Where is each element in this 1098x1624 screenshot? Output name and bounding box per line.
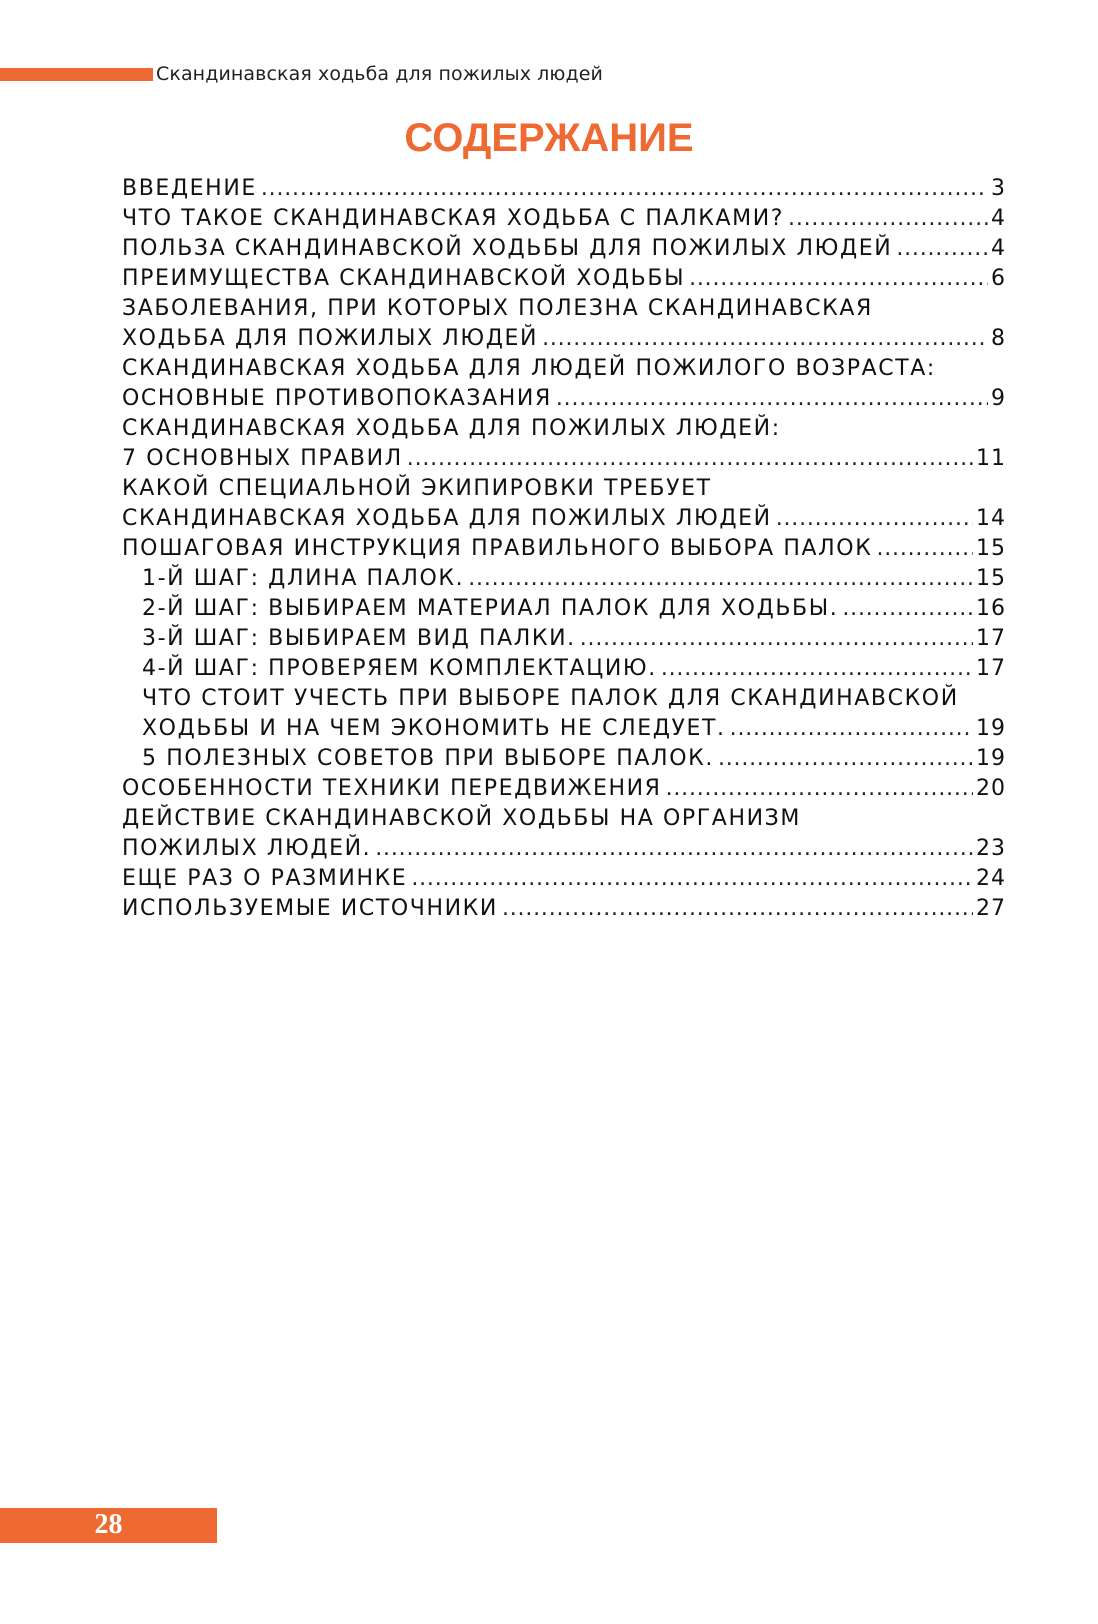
toc-dot-leader: [788, 204, 988, 234]
toc-entry-title: 5 ПОЛЕЗНЫХ СОВЕТОВ ПРИ ВЫБОРЕ ПАЛОК.: [142, 746, 714, 771]
toc-subentry[interactable]: [122, 624, 1006, 654]
toc-page-number: 4: [991, 206, 1006, 231]
toc-entry-line: [122, 624, 1006, 654]
toc-page-number: 19: [976, 746, 1006, 771]
toc-entry-line: [122, 774, 1006, 804]
toc-entry[interactable]: [122, 264, 1006, 294]
toc-dot-leader: [776, 504, 973, 534]
toc-entry-line: [122, 324, 1006, 354]
toc-entry-line: [122, 504, 1006, 534]
toc-dot-leader: [896, 234, 988, 264]
toc-entry[interactable]: [122, 534, 1006, 564]
toc-page-number: 3: [991, 176, 1006, 201]
toc-entry-title: 4-Й ШАГ: ПРОВЕРЯЕМ КОМПЛЕКТАЦИЮ.: [142, 656, 657, 681]
toc-dot-leader: [375, 834, 973, 864]
toc-dot-leader: [730, 714, 973, 744]
toc-entry-line: [122, 744, 1006, 774]
toc-dot-leader: [502, 894, 973, 924]
toc-dot-leader: [666, 774, 973, 804]
toc-entry-title: ПОЖИЛЫХ ЛЮДЕЙ.: [122, 836, 372, 861]
toc-entry-title: КАКОЙ СПЕЦИАЛЬНОЙ ЭКИПИРОВКИ ТРЕБУЕТ: [122, 476, 712, 501]
toc-entry-title: ПОШАГОВАЯ ИНСТРУКЦИЯ ПРАВИЛЬНОГО ВЫБОРА ПАЛОК: [122, 536, 873, 561]
toc-page-number: 15: [976, 566, 1006, 591]
toc-entry-title: ПРЕИМУЩЕСТВА СКАНДИНАВСКОЙ ХОДЬБЫ: [122, 266, 686, 291]
toc-entry-title: ПОЛЬЗА СКАНДИНАВСКОЙ ХОДЬБЫ ДЛЯ ПОЖИЛЫХ ЛЮДЕЙ: [122, 236, 893, 261]
toc-entry-line: [122, 714, 1006, 744]
toc-dot-leader: [468, 564, 973, 594]
toc-entry-line: [122, 804, 1006, 834]
toc-entry[interactable]: [122, 354, 1006, 414]
toc-entry-title: ХОДЬБЫ И НА ЧЕМ ЭКОНОМИТЬ НЕ СЛЕДУЕТ.: [142, 716, 726, 741]
toc-entry-line: [122, 594, 1006, 624]
toc-entry-line: [122, 384, 1006, 414]
toc-entry-line: [122, 234, 1006, 264]
toc-subentry[interactable]: [122, 564, 1006, 594]
toc-entry-title: ЧТО СТОИТ УЧЕСТЬ ПРИ ВЫБОРЕ ПАЛОК ДЛЯ СКАНДИНАВСКОЙ: [142, 686, 959, 711]
toc-entry-line: [122, 204, 1006, 234]
toc-entry-title: 3-Й ШАГ: ВЫБИРАЕМ ВИД ПАЛКИ.: [142, 626, 576, 651]
toc-dot-leader: [876, 534, 973, 564]
page-number: 28: [94, 1509, 123, 1540]
toc-entry-line: [122, 864, 1006, 894]
toc-entry[interactable]: [122, 234, 1006, 264]
toc-entry-line: [122, 894, 1006, 924]
toc-entry-title: ЗАБОЛЕВАНИЯ, ПРИ КОТОРЫХ ПОЛЕЗНА СКАНДИНАВСКАЯ: [122, 296, 873, 321]
toc-entry-line: [122, 294, 1006, 324]
toc-entry[interactable]: [122, 414, 1006, 474]
toc-entry-line: [122, 444, 1006, 474]
toc-entry-line: [122, 654, 1006, 684]
header-accent-bar: [0, 68, 153, 81]
toc-subentry[interactable]: [122, 594, 1006, 624]
toc-entry-title: ОСНОВНЫЕ ПРОТИВОПОКАЗАНИЯ: [122, 386, 552, 411]
toc-entry-title: 7 ОСНОВНЫХ ПРАВИЛ: [122, 446, 403, 471]
toc-page-number: 20: [976, 776, 1006, 801]
toc-entry[interactable]: [122, 864, 1006, 894]
toc-dot-leader: [542, 324, 988, 354]
toc-page-number: 6: [991, 266, 1006, 291]
toc-entry-title: 2-Й ШАГ: ВЫБИРАЕМ МАТЕРИАЛ ПАЛОК ДЛЯ ХОДЬБЫ.: [142, 596, 839, 621]
toc-entry-line: [122, 264, 1006, 294]
running-title: Скандинавская ходьба для пожилых людей: [156, 63, 603, 85]
toc-entry-line: [122, 174, 1006, 204]
toc-dot-leader: [842, 594, 973, 624]
toc-entry-line: [122, 474, 1006, 504]
toc-subentry[interactable]: [122, 684, 1006, 744]
toc-entry[interactable]: [122, 294, 1006, 354]
toc-entry-title: ДЕЙСТВИЕ СКАНДИНАВСКОЙ ХОДЬБЫ НА ОРГАНИЗМ: [122, 806, 801, 831]
toc-entry-line: [122, 414, 1006, 444]
toc-page-number: 14: [976, 506, 1006, 531]
toc-dot-leader: [718, 744, 973, 774]
toc-entry[interactable]: [122, 204, 1006, 234]
toc-dot-leader: [689, 264, 988, 294]
toc-entry-line: [122, 354, 1006, 384]
toc-entry-title: ХОДЬБА ДЛЯ ПОЖИЛЫХ ЛЮДЕЙ: [122, 326, 539, 351]
toc-subentry[interactable]: [122, 654, 1006, 684]
toc-dot-leader: [556, 384, 988, 414]
toc-entry[interactable]: [122, 894, 1006, 924]
toc-dot-leader: [411, 864, 973, 894]
toc-entry-line: [122, 834, 1006, 864]
toc-entry[interactable]: [122, 174, 1006, 204]
toc-entry-title: ИСПОЛЬЗУЕМЫЕ ИСТОЧНИКИ: [122, 896, 498, 921]
toc-page-number: 27: [976, 896, 1006, 921]
toc-page-number: 17: [976, 626, 1006, 651]
toc-title: СОДЕРЖАНИЕ: [404, 116, 694, 160]
toc-entry-title: СКАНДИНАВСКАЯ ХОДЬБА ДЛЯ ПОЖИЛЫХ ЛЮДЕЙ: [122, 506, 772, 531]
toc-page-number: 9: [991, 386, 1006, 411]
toc-dot-leader: [407, 444, 973, 474]
toc-page-number: 24: [976, 866, 1006, 891]
toc-dot-leader: [261, 174, 988, 204]
toc-subentry[interactable]: [122, 744, 1006, 774]
toc-page-number: 17: [976, 656, 1006, 681]
toc-page-number: 8: [991, 326, 1006, 351]
toc-entry-title: ОСОБЕННОСТИ ТЕХНИКИ ПЕРЕДВИЖЕНИЯ: [122, 776, 662, 801]
toc-entry-line: [122, 684, 1006, 714]
toc-entry-title: 1-Й ШАГ: ДЛИНА ПАЛОК.: [142, 566, 465, 591]
toc-entry-line: [122, 564, 1006, 594]
toc-entry-title: ВВЕДЕНИЕ: [122, 176, 257, 201]
toc-entry[interactable]: [122, 474, 1006, 534]
table-of-contents: [122, 174, 1006, 924]
toc-entry-title: СКАНДИНАВСКАЯ ХОДЬБА ДЛЯ ПОЖИЛЫХ ЛЮДЕЙ:: [122, 416, 781, 441]
toc-entry-title: СКАНДИНАВСКАЯ ХОДЬБА ДЛЯ ЛЮДЕЙ ПОЖИЛОГО ВОЗРАСТА:: [122, 356, 936, 381]
toc-page-number: 4: [991, 236, 1006, 261]
toc-dot-leader: [661, 654, 973, 684]
toc-dot-leader: [580, 624, 973, 654]
toc-entry-title: ЧТО ТАКОЕ СКАНДИНАВСКАЯ ХОДЬБА С ПАЛКАМИ?: [122, 206, 785, 231]
toc-page-number: 16: [976, 596, 1006, 621]
toc-entry-title: ЕЩЕ РАЗ О РАЗМИНКЕ: [122, 866, 408, 891]
toc-entry[interactable]: [122, 804, 1006, 864]
toc-page-number: 19: [976, 716, 1006, 741]
toc-page-number: 15: [976, 536, 1006, 561]
toc-page-number: 23: [976, 836, 1006, 861]
toc-entry[interactable]: [122, 774, 1006, 804]
toc-entry-line: [122, 534, 1006, 564]
toc-page-number: 11: [976, 446, 1006, 471]
